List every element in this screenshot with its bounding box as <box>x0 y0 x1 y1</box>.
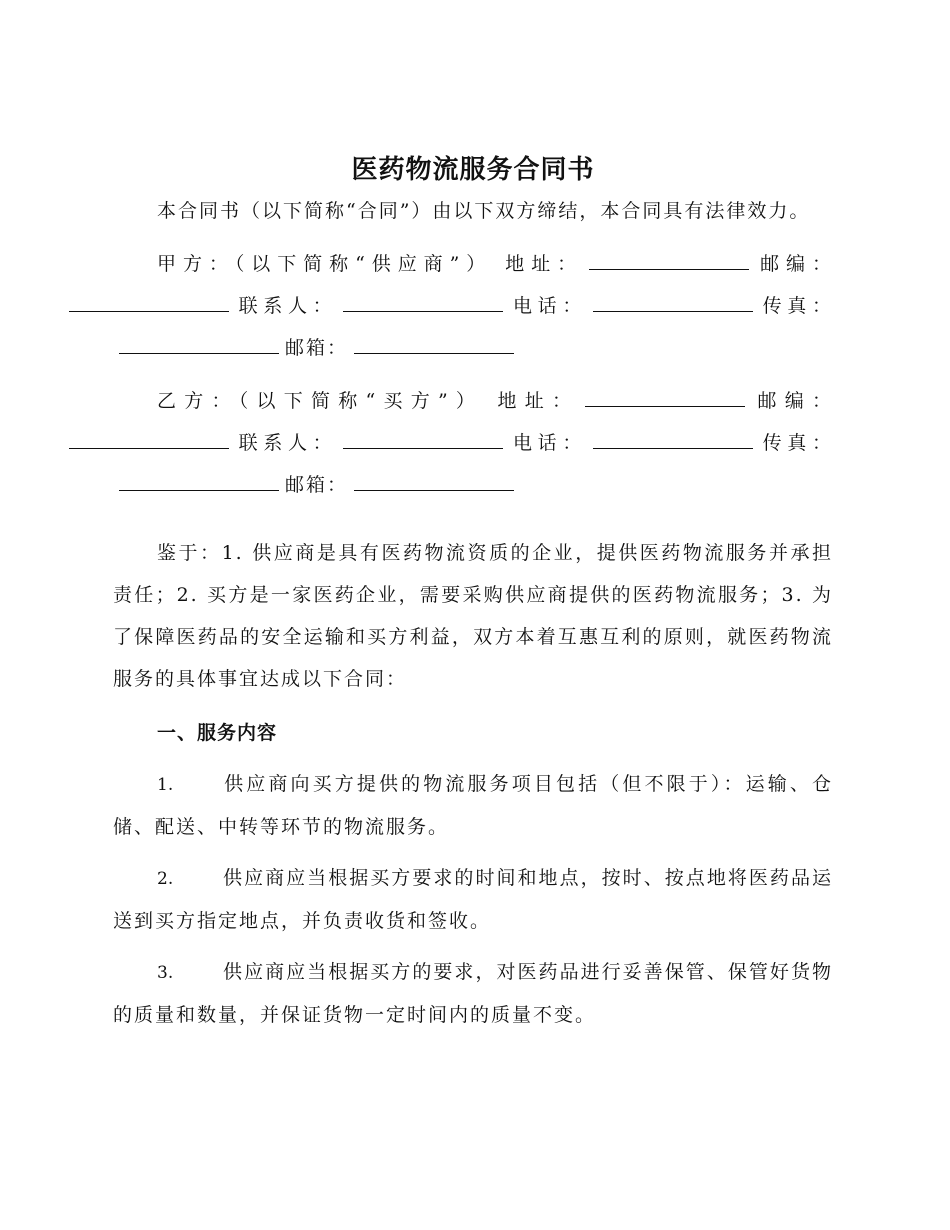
document-title: 医药物流服务合同书 <box>351 155 595 185</box>
party-b-fax-blank <box>119 489 279 491</box>
clause-number: 1. <box>157 775 174 795</box>
party-b-email-blank <box>354 489 514 491</box>
party-b-fax-label: 传真： <box>758 432 833 454</box>
party-b-phone-blank <box>593 447 753 449</box>
intro-paragraph: 本合同书（以下简称“合同”）由以下双方缔结，本合同具有法律效力。 <box>157 200 811 222</box>
party-a-fax-blank <box>119 352 279 354</box>
section-1-heading: 一、服务内容 <box>157 722 278 744</box>
clause-item <box>113 763 833 848</box>
clause-number: 3. <box>157 963 174 983</box>
clause-text: 供应商应当根据买方要求的时间和地点，按时、按点地将医药品运送到买方指定地点，并负责收货和签收。 <box>113 867 833 932</box>
party-b-address-blank <box>585 405 745 407</box>
party-a-zip-blank <box>69 310 229 312</box>
party-a-email-blank <box>354 352 514 354</box>
party-b-lead: 乙方：（以下简称“买方”） <box>157 390 484 412</box>
party-b-phone-label: 电话： <box>509 432 587 454</box>
party-b-contact-blank <box>343 447 503 449</box>
party-a-address-label: 地址： <box>505 253 584 275</box>
clause-item <box>113 951 833 1036</box>
party-a-address-blank <box>589 268 749 270</box>
clause-text: 供应商应当根据买方的要求，对医药品进行妥善保管、保管好货物的质量和数量，并保证货物一定时间内的质量不变。 <box>113 961 833 1026</box>
contract-page <box>113 150 833 1036</box>
clause-number: 2. <box>157 869 174 889</box>
party-a-lead: 甲方：（以下简称“供应商”） <box>157 253 493 275</box>
party-a-contact-label: 联系人： <box>235 295 338 317</box>
party-a-block <box>113 243 833 369</box>
party-a-phone-label: 电话： <box>509 295 587 317</box>
party-b-email-label: 邮箱： <box>285 474 349 496</box>
party-b-block <box>113 380 833 506</box>
clause-text: 供应商向买方提供的物流服务项目包括（但不限于）：运输、仓储、配送、中转等环节的物流服务。 <box>113 773 833 838</box>
party-a-contact-blank <box>343 310 503 312</box>
whereas-paragraph: 鉴于：1. 供应商是具有医药物流资质的企业，提供医药物流服务并承担责任；2. 买方是一家医药企业，需要采购供应商提供的医药物流服务；3. 为了保障医药品的安全运输和买方利益，双方本着互惠互利的原则，就医药物流服务的具体事宜达成以下合同： <box>113 542 833 690</box>
party-a-phone-blank <box>593 310 753 312</box>
party-b-address-label: 地址： <box>497 390 580 412</box>
party-a-email-label: 邮箱： <box>285 337 349 359</box>
party-b-zip-label: 邮编： <box>751 390 833 412</box>
party-a-zip-label: 邮编： <box>755 253 833 275</box>
party-a-fax-label: 传真： <box>758 295 833 317</box>
party-b-zip-blank <box>69 447 229 449</box>
clause-item <box>113 857 833 942</box>
party-b-contact-label: 联系人： <box>235 432 338 454</box>
